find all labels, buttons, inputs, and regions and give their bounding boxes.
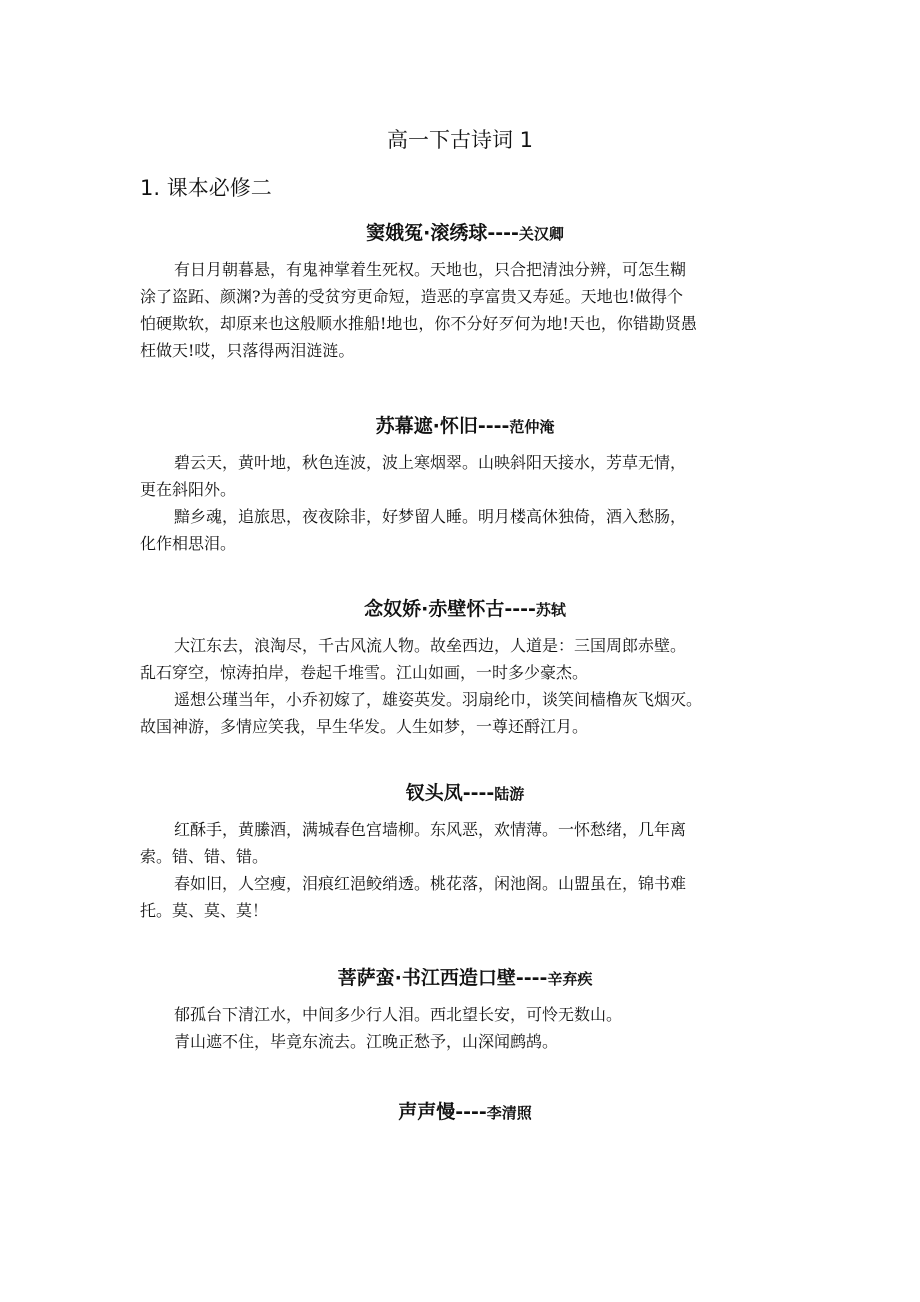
poem-author: 苏轼	[535, 601, 566, 619]
poem-chaitoufeng	[140, 778, 790, 924]
poem-author: 辛弃疾	[547, 970, 593, 988]
poem-title-text: 钗头凤----	[405, 782, 495, 804]
poem-author: 关汉卿	[518, 225, 564, 243]
section-heading: 1. 课本必修二	[140, 176, 272, 200]
poem-pusaman	[140, 963, 790, 1055]
poem-paragraph: 郁孤台下清江水，中间多少行人泪。西北望长安，可怜无数山。	[174, 1005, 623, 1024]
poem-paragraph: 黯乡魂，追旅思，夜夜除非，好梦留人睡。明月楼高休独倚，酒入愁肠， 化作相思泪。	[140, 507, 687, 553]
poem-paragraph: 遥想公瑾当年，小乔初嫁了，雄姿英发。羽扇纶巾，谈笑间樯橹灰飞烟灭。 故国神游，多情应笑我，早生华发。人生如梦，一尊还酹江月。	[140, 690, 703, 736]
poem-author: 李清照	[486, 1104, 532, 1122]
poem-shengshengman	[140, 1097, 790, 1135]
poem-sumuzhe	[140, 411, 790, 557]
poem-title	[140, 963, 790, 994]
poem-author: 陆游	[494, 785, 525, 803]
poem-title	[140, 594, 790, 625]
poem-paragraph: 有日月朝暮悬，有鬼神掌着生死权。天地也，只合把清浊分辨，可怎生糊 涂了盗跖、颜渊?为善的受贫穷更命短，造恶的享富贵又寿延。天地也!做得个 怕硬欺软，却原来也这般顺水推船!地也，你不分好歹何为地!天也，你错勘贤愚 枉做天!哎，只落得两泪涟涟。	[140, 260, 697, 360]
poem-paragraph: 大江东去，浪淘尽，千古风流人物。故垒西边，人道是：三国周郎赤壁。 乱石穿空，惊涛拍岸，卷起千堆雪。江山如画，一时多少豪杰。	[140, 636, 687, 682]
poem-title	[140, 1097, 790, 1128]
poem-paragraph: 红酥手，黄縢酒，满城春色宫墙柳。东风恶，欢情薄。一怀愁绪，几年离 索。错、错、错。	[140, 820, 687, 866]
poem-title-text: 念奴娇·赤壁怀古----	[364, 598, 536, 620]
poem-title-text: 苏幕遮·怀旧----	[375, 415, 510, 437]
document-title: 高一下古诗词 1	[386, 128, 534, 152]
poem-paragraph: 青山遮不住，毕竟东流去。江晚正愁予，山深闻鹧鸪。	[174, 1032, 559, 1051]
poem-paragraph: 碧云天，黄叶地，秋色连波，波上寒烟翠。山映斜阳天接水，芳草无情， 更在斜阳外。	[140, 453, 687, 499]
poem-title-text: 菩萨蛮·书江西造口壁----	[337, 967, 548, 989]
poem-douewan	[140, 218, 790, 364]
poem-title	[140, 778, 790, 809]
poem-title-text: 窦娥冤·滚绣球----	[366, 222, 519, 244]
poem-niannujiao	[140, 594, 790, 740]
poem-title	[140, 411, 790, 442]
poem-paragraph: 春如旧，人空瘦，泪痕红浥鲛绡透。桃花落，闲池阁。山盟虽在，锦书难 托。莫、莫、莫！	[140, 874, 687, 920]
poem-title	[140, 218, 790, 249]
poem-title-text: 声声慢----	[398, 1101, 487, 1123]
poem-author: 范仲淹	[509, 418, 555, 436]
